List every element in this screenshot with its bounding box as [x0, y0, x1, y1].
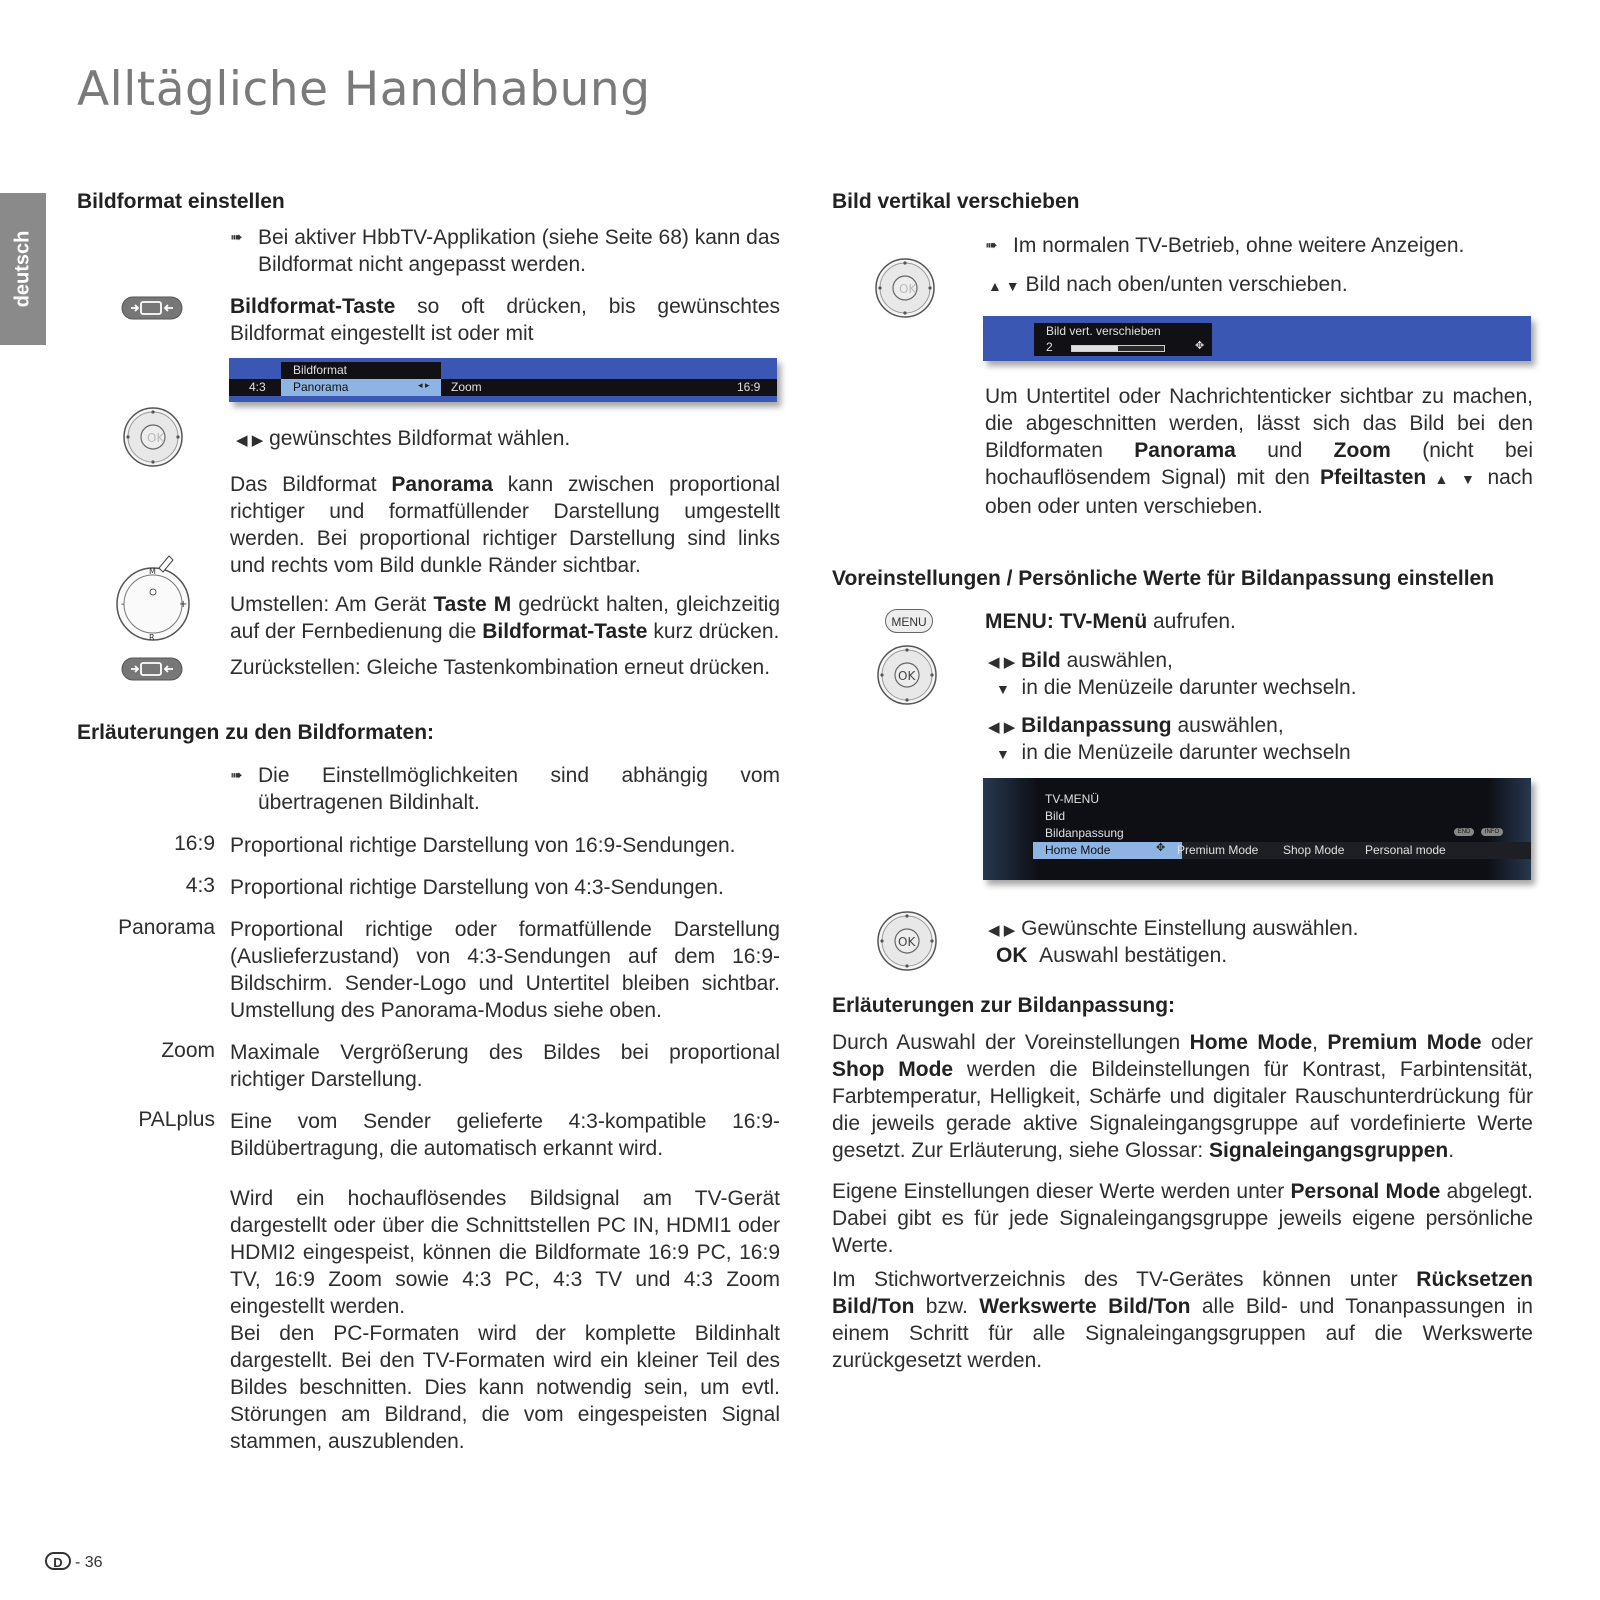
- ok-text: Auswahl bestätigen.: [1039, 944, 1228, 967]
- erl-bold-2: Premium Mode: [1327, 1031, 1482, 1054]
- eigene-paragraph: [832, 1178, 1533, 1259]
- osd-menu-option: Premium Mode: [1177, 843, 1259, 857]
- untertitel-text-1: Um Untertitel oder Nachrichtenticker sichtbar zu machen, die abgeschnitten werden, lässt sich das Bild bei den Bildformaten: [985, 385, 1533, 462]
- stich-text-3: alle Bild- und Tonanpassungen in einem Schritt für alle Signaleingangsgruppen auf die Werkswerte zurückgesetzt werden.: [832, 1295, 1533, 1372]
- ok-pad-icon: [877, 911, 939, 973]
- untertitel-text-3: (nicht bei hochauflösendem Signal) mit den: [985, 439, 1533, 489]
- menu-line: [985, 608, 1236, 635]
- heading-bildformat: Bildformat einstellen: [77, 190, 285, 213]
- menu-bold: MENU: TV-Menü: [985, 610, 1148, 633]
- ok-pad-icon: [877, 645, 939, 707]
- choose-format-text: gewünschtes Bildformat wählen.: [269, 427, 571, 450]
- zurueckstellen-text: Zurückstellen: Gleiche Tastenkombination erneut drücken.: [230, 656, 771, 679]
- stich-bold-2: Werkswerte Bild/Ton: [979, 1295, 1191, 1318]
- untertitel-bold-3: Pfeiltasten: [1320, 466, 1427, 489]
- umstellen-bold-2: Bildformat-Taste: [482, 620, 648, 643]
- down-line-2: [996, 739, 1351, 768]
- svg-text:OK: OK: [899, 282, 917, 296]
- choose-setting-line: [988, 915, 1358, 944]
- svg-text:M: M: [149, 567, 156, 576]
- erl-bold-3: Shop Mode: [832, 1058, 954, 1081]
- stich-bold-1: Rücksetzen Bild/Ton: [832, 1268, 1533, 1318]
- note-tv-text: Im normalen TV-Betrieb, ohne weitere Anzeigen.: [1013, 234, 1465, 257]
- format-text: Eine vom Sender gelieferte 4:3-kompatible 16:9-Bildübertragung, die automatisch erkannt wird.: [230, 1110, 780, 1160]
- move-icon: ✥: [1195, 340, 1205, 352]
- page-number: - 36: [75, 1554, 103, 1571]
- umstellen-paragraph: [230, 591, 780, 645]
- left-right-arrows-icon: ◀ ▶: [988, 922, 1016, 939]
- stich-text-2: bzw.: [914, 1295, 980, 1318]
- untertitel-bold-1: Panorama: [1134, 439, 1236, 462]
- osd-vertikal: [983, 316, 1531, 361]
- left-right-arrows-icon: ◀ ▶: [988, 719, 1016, 736]
- panorama-text-1: Das Bildformat: [230, 473, 392, 496]
- umstellen-text-1: Umstellen: Am Gerät: [230, 593, 434, 616]
- bild-rest: auswählen,: [1060, 649, 1173, 672]
- heading-vertikal: Bild vertikal verschieben: [832, 190, 1080, 213]
- menu-rest: aufrufen.: [1147, 610, 1236, 633]
- format-label: Zoom: [161, 1039, 215, 1062]
- osd-move-icon: ✥: [1156, 842, 1166, 854]
- osd-menu-selected: Home Mode: [1033, 842, 1182, 859]
- anpass-bold: Bildanpassung: [1021, 714, 1172, 737]
- note-arrow-icon: ➠: [230, 229, 243, 246]
- note-einstell: [230, 762, 780, 816]
- bildformat-key-icon-2: [121, 657, 185, 683]
- anpass-rest: auswählen,: [1171, 714, 1284, 737]
- osd-bildformat-right: 16:9: [737, 380, 761, 394]
- umstellen-text-2: gedrückt halten, gleichzeitig auf der Fernbedienung die: [230, 593, 780, 643]
- format-text: Maximale Vergrößerung des Bildes bei proportional richtiger Darstellung.: [230, 1041, 780, 1091]
- panorama-paragraph: [230, 471, 780, 579]
- device-control-pad-icon: [115, 552, 195, 642]
- osd-menu-option: Personal mode: [1365, 843, 1446, 857]
- note-tv: [985, 232, 1545, 259]
- down-arrow-icon: ▼: [996, 746, 1010, 762]
- erl-text-2: ,: [1312, 1031, 1328, 1054]
- stich-text-1: Im Stichwortverzeichnis des TV-Gerätes können unter: [832, 1268, 1417, 1291]
- eig-bold-1: Personal Mode: [1290, 1180, 1441, 1203]
- language-tab-label: deutsch: [11, 230, 34, 308]
- format-label: PALplus: [138, 1108, 215, 1131]
- erl-text-4: werden die Bildeinstellungen für Kontrast, Farbintensität, Farbtemperatur, Helligkeit, Schärfe und digitaler Rauschunterdrückung für die jeweils gerade aktive Signaleingangsgruppe auf vordefinierte Werte gesetzt. Zur Erläuterung, siehe Glossar:: [832, 1058, 1533, 1162]
- heading-voreinstellungen: Voreinstellungen / Persönliche Werte für Bildanpassung einstellen: [832, 567, 1495, 590]
- language-d-icon: D: [45, 1552, 71, 1570]
- erl-bold-4: Signaleingangsgruppen: [1209, 1139, 1449, 1162]
- erl-paragraph: [832, 1029, 1533, 1164]
- osd-lr-arrows-icon: ◂ ▸: [418, 380, 430, 390]
- osd-bildformat: [229, 358, 777, 402]
- taste-bold: Bildformat-Taste: [230, 295, 396, 318]
- left-right-arrows-icon: ◀ ▶: [988, 654, 1016, 671]
- ok-pad-icon: [123, 407, 185, 469]
- osd-vertikal-slider-fill: [1072, 346, 1118, 351]
- untertitel-text-4: nach oben oder unten verschieben.: [985, 466, 1533, 518]
- osd-bildformat-next: Zoom: [451, 380, 482, 394]
- osd-vertikal-value: 2: [1046, 340, 1053, 354]
- eig-text-2: abgelegt. Dabei gibt es für jede Signaleingangsgruppe jeweils eigene persönliche Werte.: [832, 1180, 1534, 1257]
- format-label: Panorama: [118, 916, 215, 939]
- down-text-1: in die Menüzeile darunter wechseln.: [1021, 676, 1357, 699]
- svg-text:OK: OK: [898, 669, 916, 683]
- hd-paragraph-1: Wird ein hochauflösendes Bildsignal am TV-Gerät dargestellt oder über die Schnittstellen PC IN, HDMI1 oder HDMI2 eingespeist, können die Bildformate 16:9 PC, 16:9 TV, 16:9 Zoom sowie 4:3 PC, 4:3 TV und 4:3 Zoom eingestellt werden.: [230, 1187, 780, 1318]
- heading-erl-bildanpassung: Erläuterungen zur Bildanpassung:: [832, 994, 1176, 1017]
- osd-vertikal-slider: [1071, 345, 1165, 352]
- format-text: Proportional richtige oder formatfüllende Darstellung (Auslieferzustand) von 4:3-Sendungen auf dem 16:9-Bildschirm. Sender-Logo und Untertitel bleiben sichtbar. Umstellung des Panorama-Modus siehe oben.: [230, 918, 780, 1022]
- updown-line: [988, 271, 1348, 300]
- osd-tv-menu: [983, 778, 1531, 880]
- umstellen-text-3: kurz drücken.: [647, 620, 780, 643]
- untertitel-text-2: und: [1235, 439, 1334, 462]
- panorama-text-2: kann zwischen proportional richtiger und formatfüllender Darstellung umgestellt werden. Bei proportional richtiger Darstellung sind links und rechts vom Bild dunkle Ränder sichtbar.: [230, 473, 781, 577]
- osd-vertikal-header: Bild vert. verschieben: [1034, 323, 1212, 339]
- left-right-arrows-icon: ◀ ▶: [236, 432, 264, 449]
- note-arrow-icon-2: ➠: [230, 767, 243, 784]
- format-text: Proportional richtige Darstellung von 4:3-Sendungen.: [230, 876, 724, 899]
- osd-end-button: END: [1454, 828, 1474, 836]
- svg-text:-: -: [121, 599, 125, 610]
- osd-bildformat-left: 4:3: [249, 380, 266, 394]
- erl-text-1: Durch Auswahl der Voreinstellungen: [832, 1031, 1190, 1054]
- note-einstell-text: Die Einstellmöglichkeiten sind abhängig vom übertragenen Bildinhalt.: [258, 764, 780, 814]
- note-hbbtv-text: Bei aktiver HbbTV-Applikation (siehe Seite 68) kann das Bildformat nicht angepasst werden.: [258, 226, 780, 276]
- hd-paragraph-2: Bei den PC-Formaten wird der komplette Bildinhalt dargestellt. Bei den TV-Formaten wird ein kleiner Teil des Bildes beschnitten. Dies kann notwendig sein, um evtl. Störungen am Bildrand, die vom eingespeisten Signal stammen, auszublenden.: [230, 1322, 780, 1453]
- language-tab: [0, 193, 46, 345]
- menu-key-icon: MENU: [885, 609, 933, 633]
- umstellen-bold-1: Taste M: [433, 593, 512, 616]
- updown-text: Bild nach oben/unten verschieben.: [1025, 273, 1348, 296]
- bildformat-key-icon: [121, 296, 185, 322]
- erl-bold-1: Home Mode: [1189, 1031, 1313, 1054]
- note-hbbtv: [230, 224, 780, 278]
- heading-erlaeuterungen: Erläuterungen zu den Bildformaten:: [77, 721, 435, 744]
- bild-select-line: [988, 647, 1173, 676]
- eig-text-1: Eigene Einstellungen dieser Werte werden unter: [832, 1180, 1291, 1203]
- osd-menu-line2: Bild: [1045, 809, 1066, 823]
- taste-instruction: [230, 293, 780, 347]
- format-label: 4:3: [185, 874, 215, 897]
- anpass-select-line: [988, 712, 1284, 741]
- osd-info-button: INFO: [1481, 828, 1503, 836]
- note-arrow-icon-3: ➠: [985, 237, 998, 254]
- untertitel-paragraph: [985, 383, 1533, 520]
- down-text-2: in die Menüzeile darunter wechseln: [1021, 741, 1351, 764]
- format-label: 16:9: [174, 832, 215, 855]
- taste-rest: so oft drücken, bis gewünschtes Bildformat eingestellt ist oder mit: [230, 295, 780, 345]
- untertitel-bold-2: Zoom: [1333, 439, 1391, 462]
- svg-text:OK: OK: [147, 431, 165, 445]
- down-line-1: [996, 674, 1357, 703]
- ok-pad-icon: [875, 258, 937, 320]
- ok-confirm-line: [996, 942, 1227, 969]
- osd-menu-option: Shop Mode: [1283, 843, 1345, 857]
- up-down-arrows-icon-2: ▲ ▼: [1426, 471, 1488, 487]
- format-text: Proportional richtige Darstellung von 16:9-Sendungen.: [230, 834, 736, 857]
- osd-bildformat-selected: Panorama: [281, 379, 441, 396]
- choose-setting-text: Gewünschte Einstellung auswählen.: [1021, 917, 1359, 940]
- ok-label: OK: [996, 944, 1028, 967]
- svg-text:R: R: [149, 633, 155, 642]
- stichwort-paragraph: [832, 1266, 1533, 1374]
- erl-text-5: .: [1448, 1139, 1455, 1162]
- osd-menu-line1: TV-MENÜ: [1045, 792, 1099, 806]
- choose-format-line: [236, 425, 570, 454]
- svg-text:+: +: [179, 599, 188, 610]
- erl-text-3: oder: [1481, 1031, 1533, 1054]
- bild-bold: Bild: [1021, 649, 1061, 672]
- page-footer: [45, 1552, 103, 1572]
- osd-bildformat-header: Bildformat: [281, 362, 441, 379]
- down-arrow-icon: ▼: [996, 681, 1010, 697]
- osd-menu-line3: Bildanpassung: [1045, 826, 1124, 840]
- page-title: Alltägliche Handhabung: [77, 62, 651, 117]
- svg-text:OK: OK: [898, 935, 916, 949]
- panorama-bold: Panorama: [391, 473, 493, 496]
- up-down-arrows-icon: ▲ ▼: [988, 278, 1020, 294]
